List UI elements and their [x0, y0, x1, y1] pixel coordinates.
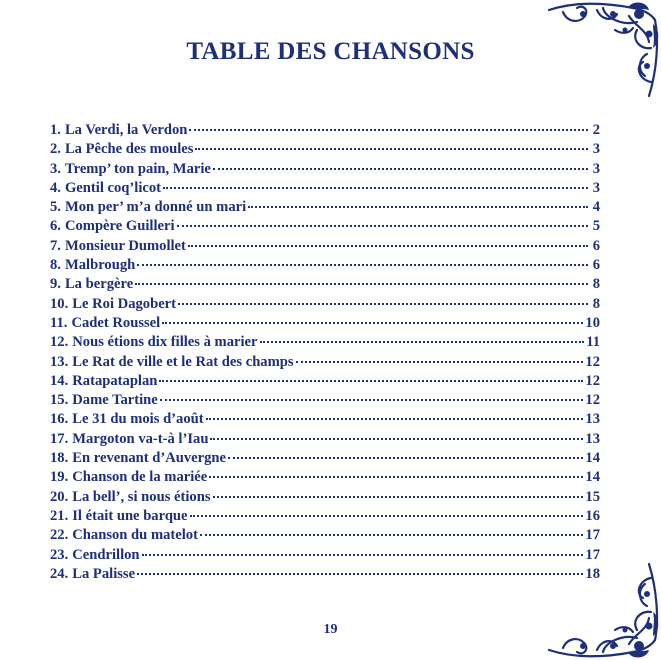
toc-entry — [50, 160, 600, 179]
toc-entry-page: 4 — [592, 199, 600, 216]
toc-entry-page: 12 — [585, 353, 600, 370]
toc-entry — [50, 333, 600, 352]
toc-entry-title: Mon per’ m’a donné un mari — [64, 199, 247, 216]
toc-entry — [50, 275, 600, 294]
toc-dot-leader — [177, 224, 588, 227]
toc-entry-number: 19. — [50, 469, 69, 486]
toc-entry-number: 24. — [50, 565, 69, 582]
toc-entry — [50, 488, 600, 507]
toc-entry-title: Compère Guilleri — [64, 218, 175, 235]
toc-entry — [50, 449, 600, 468]
toc-entry-page: 8 — [592, 276, 600, 293]
toc-entry-page: 18 — [585, 565, 600, 582]
toc-entry-title: La bergère — [64, 276, 134, 293]
page-title: TABLE DES CHANSONS — [186, 38, 475, 65]
toc-entry-title: Le 31 du mois d’août — [72, 411, 204, 428]
toc-entry-number: 6. — [50, 218, 61, 235]
toc-entry-page: 13 — [585, 411, 600, 428]
toc-entry-page: 12 — [585, 372, 600, 389]
toc-entry-title: La Verdi, la Verdon — [64, 122, 188, 138]
toc-entry — [50, 372, 600, 391]
toc-entry-number: 16. — [50, 411, 69, 428]
toc-entry-number: 9. — [50, 276, 61, 293]
toc-entry — [50, 546, 600, 565]
toc-entry — [50, 468, 600, 487]
toc-entry-title: Cadet Roussel — [71, 314, 161, 331]
toc-dot-leader — [190, 514, 584, 517]
toc-entry — [50, 198, 600, 217]
toc-entry-title: Le Rat de ville et le Rat des champs — [72, 353, 294, 370]
toc-dot-leader — [248, 205, 588, 208]
toc-entry-number: 12. — [50, 334, 69, 351]
toc-entry-number: 1. — [50, 122, 61, 138]
toc-dot-leader — [213, 495, 584, 498]
toc-entry-number: 10. — [50, 295, 69, 312]
table-of-contents — [50, 121, 600, 584]
toc-dot-leader — [228, 456, 583, 459]
toc-entry-number: 17. — [50, 430, 69, 447]
toc-dot-leader — [200, 533, 583, 536]
toc-dot-leader — [135, 282, 588, 285]
toc-entry-page: 6 — [592, 237, 600, 254]
toc-entry-title: Nous étions dix filles à marier — [72, 334, 258, 351]
toc-entry-title: Malbrough — [64, 257, 136, 274]
toc-entry — [50, 217, 600, 236]
toc-dot-leader — [209, 475, 583, 478]
toc-entry — [50, 314, 600, 333]
toc-entry — [50, 526, 600, 545]
toc-dot-leader — [260, 340, 585, 343]
toc-entry-number: 18. — [50, 450, 69, 467]
toc-entry-title: Margoton va-t-à l’Iau — [72, 430, 209, 447]
toc-dot-leader — [163, 186, 588, 189]
toc-entry-title: La Pêche des moules — [64, 141, 194, 158]
toc-entry — [50, 295, 600, 314]
toc-entry-title: Monsieur Dumollet — [64, 237, 186, 254]
toc-entry-title: Le Roi Dagobert — [72, 295, 177, 312]
toc-entry-number: 15. — [50, 392, 69, 409]
toc-dot-leader — [296, 360, 584, 363]
toc-entry-number: 3. — [50, 160, 61, 177]
toc-entry-title: En revenant d’Auvergne — [72, 450, 227, 467]
toc-entry-page: 3 — [592, 141, 600, 158]
toc-entry-page: 5 — [592, 218, 600, 235]
toc-entry-title: Tremp’ ton pain, Marie — [64, 160, 211, 177]
toc-entry-page: 12 — [585, 392, 600, 409]
toc-entry-title: Chanson de la mariée — [72, 469, 208, 486]
toc-dot-leader — [213, 167, 588, 170]
toc-entry — [50, 353, 600, 372]
toc-entry — [50, 410, 600, 429]
toc-entry — [50, 391, 600, 410]
toc-entry-number: 5. — [50, 199, 61, 216]
toc-dot-leader — [142, 553, 584, 556]
toc-entry-number: 23. — [50, 546, 69, 563]
toc-entry-page: 10 — [585, 314, 600, 331]
toc-dot-leader — [160, 398, 584, 401]
toc-entry — [50, 256, 600, 275]
toc-entry-title: La bell’, si nous étions — [72, 488, 211, 505]
toc-entry-number: 13. — [50, 353, 69, 370]
toc-entry-page: 13 — [585, 430, 600, 447]
toc-dot-leader — [137, 263, 588, 266]
toc-entry-number: 20. — [50, 488, 69, 505]
toc-entry — [50, 507, 600, 526]
toc-entry-number: 21. — [50, 507, 69, 524]
toc-entry-number: 14. — [50, 372, 69, 389]
toc-entry-page: 17 — [585, 546, 600, 563]
toc-dot-leader — [195, 147, 588, 150]
toc-entry-page: 3 — [592, 160, 600, 177]
toc-entry-number: 22. — [50, 527, 69, 544]
toc-entry-page: 14 — [585, 469, 600, 486]
toc-entry-title: Ratapataplan — [72, 372, 158, 389]
toc-entry-number: 2. — [50, 141, 61, 158]
toc-entry-page: 2 — [592, 122, 600, 138]
toc-entry-page: 6 — [592, 257, 600, 274]
toc-entry-page: 14 — [585, 450, 600, 467]
toc-dot-leader — [206, 417, 584, 420]
toc-entry-title: Il était une barque — [72, 507, 188, 524]
toc-entry — [50, 237, 600, 256]
toc-dot-leader — [137, 572, 583, 575]
toc-entry-page: 16 — [585, 507, 600, 524]
toc-entry-title: Dame Tartine — [72, 392, 158, 409]
toc-dot-leader — [178, 302, 588, 305]
toc-entry-page: 11 — [586, 334, 600, 351]
toc-dot-leader — [188, 244, 588, 247]
toc-entry-page: 8 — [592, 295, 600, 312]
toc-entry — [50, 430, 600, 449]
toc-entry-title: Gentil coq’licot — [64, 179, 162, 196]
toc-entry-page: 3 — [592, 179, 600, 196]
toc-entry-number: 4. — [50, 179, 61, 196]
toc-entry-title: Chanson du matelot — [72, 527, 198, 544]
toc-entry-number: 8. — [50, 257, 61, 274]
page-number: 19 — [323, 622, 338, 637]
toc-entry-title: Cendrillon — [72, 546, 140, 563]
toc-entry-number: 7. — [50, 237, 61, 254]
toc-entry — [50, 140, 600, 159]
toc-entry — [50, 121, 600, 140]
toc-entry-number: 11. — [50, 314, 68, 331]
toc-dot-leader — [210, 437, 583, 440]
toc-dot-leader — [159, 379, 583, 382]
toc-entry-page: 17 — [585, 527, 600, 544]
toc-entry — [50, 565, 600, 584]
toc-entry-title: La Palisse — [72, 565, 136, 582]
toc-dot-leader — [189, 128, 588, 131]
toc-entry-page: 15 — [585, 488, 600, 505]
toc-dot-leader — [162, 321, 583, 324]
toc-entry — [50, 179, 600, 198]
